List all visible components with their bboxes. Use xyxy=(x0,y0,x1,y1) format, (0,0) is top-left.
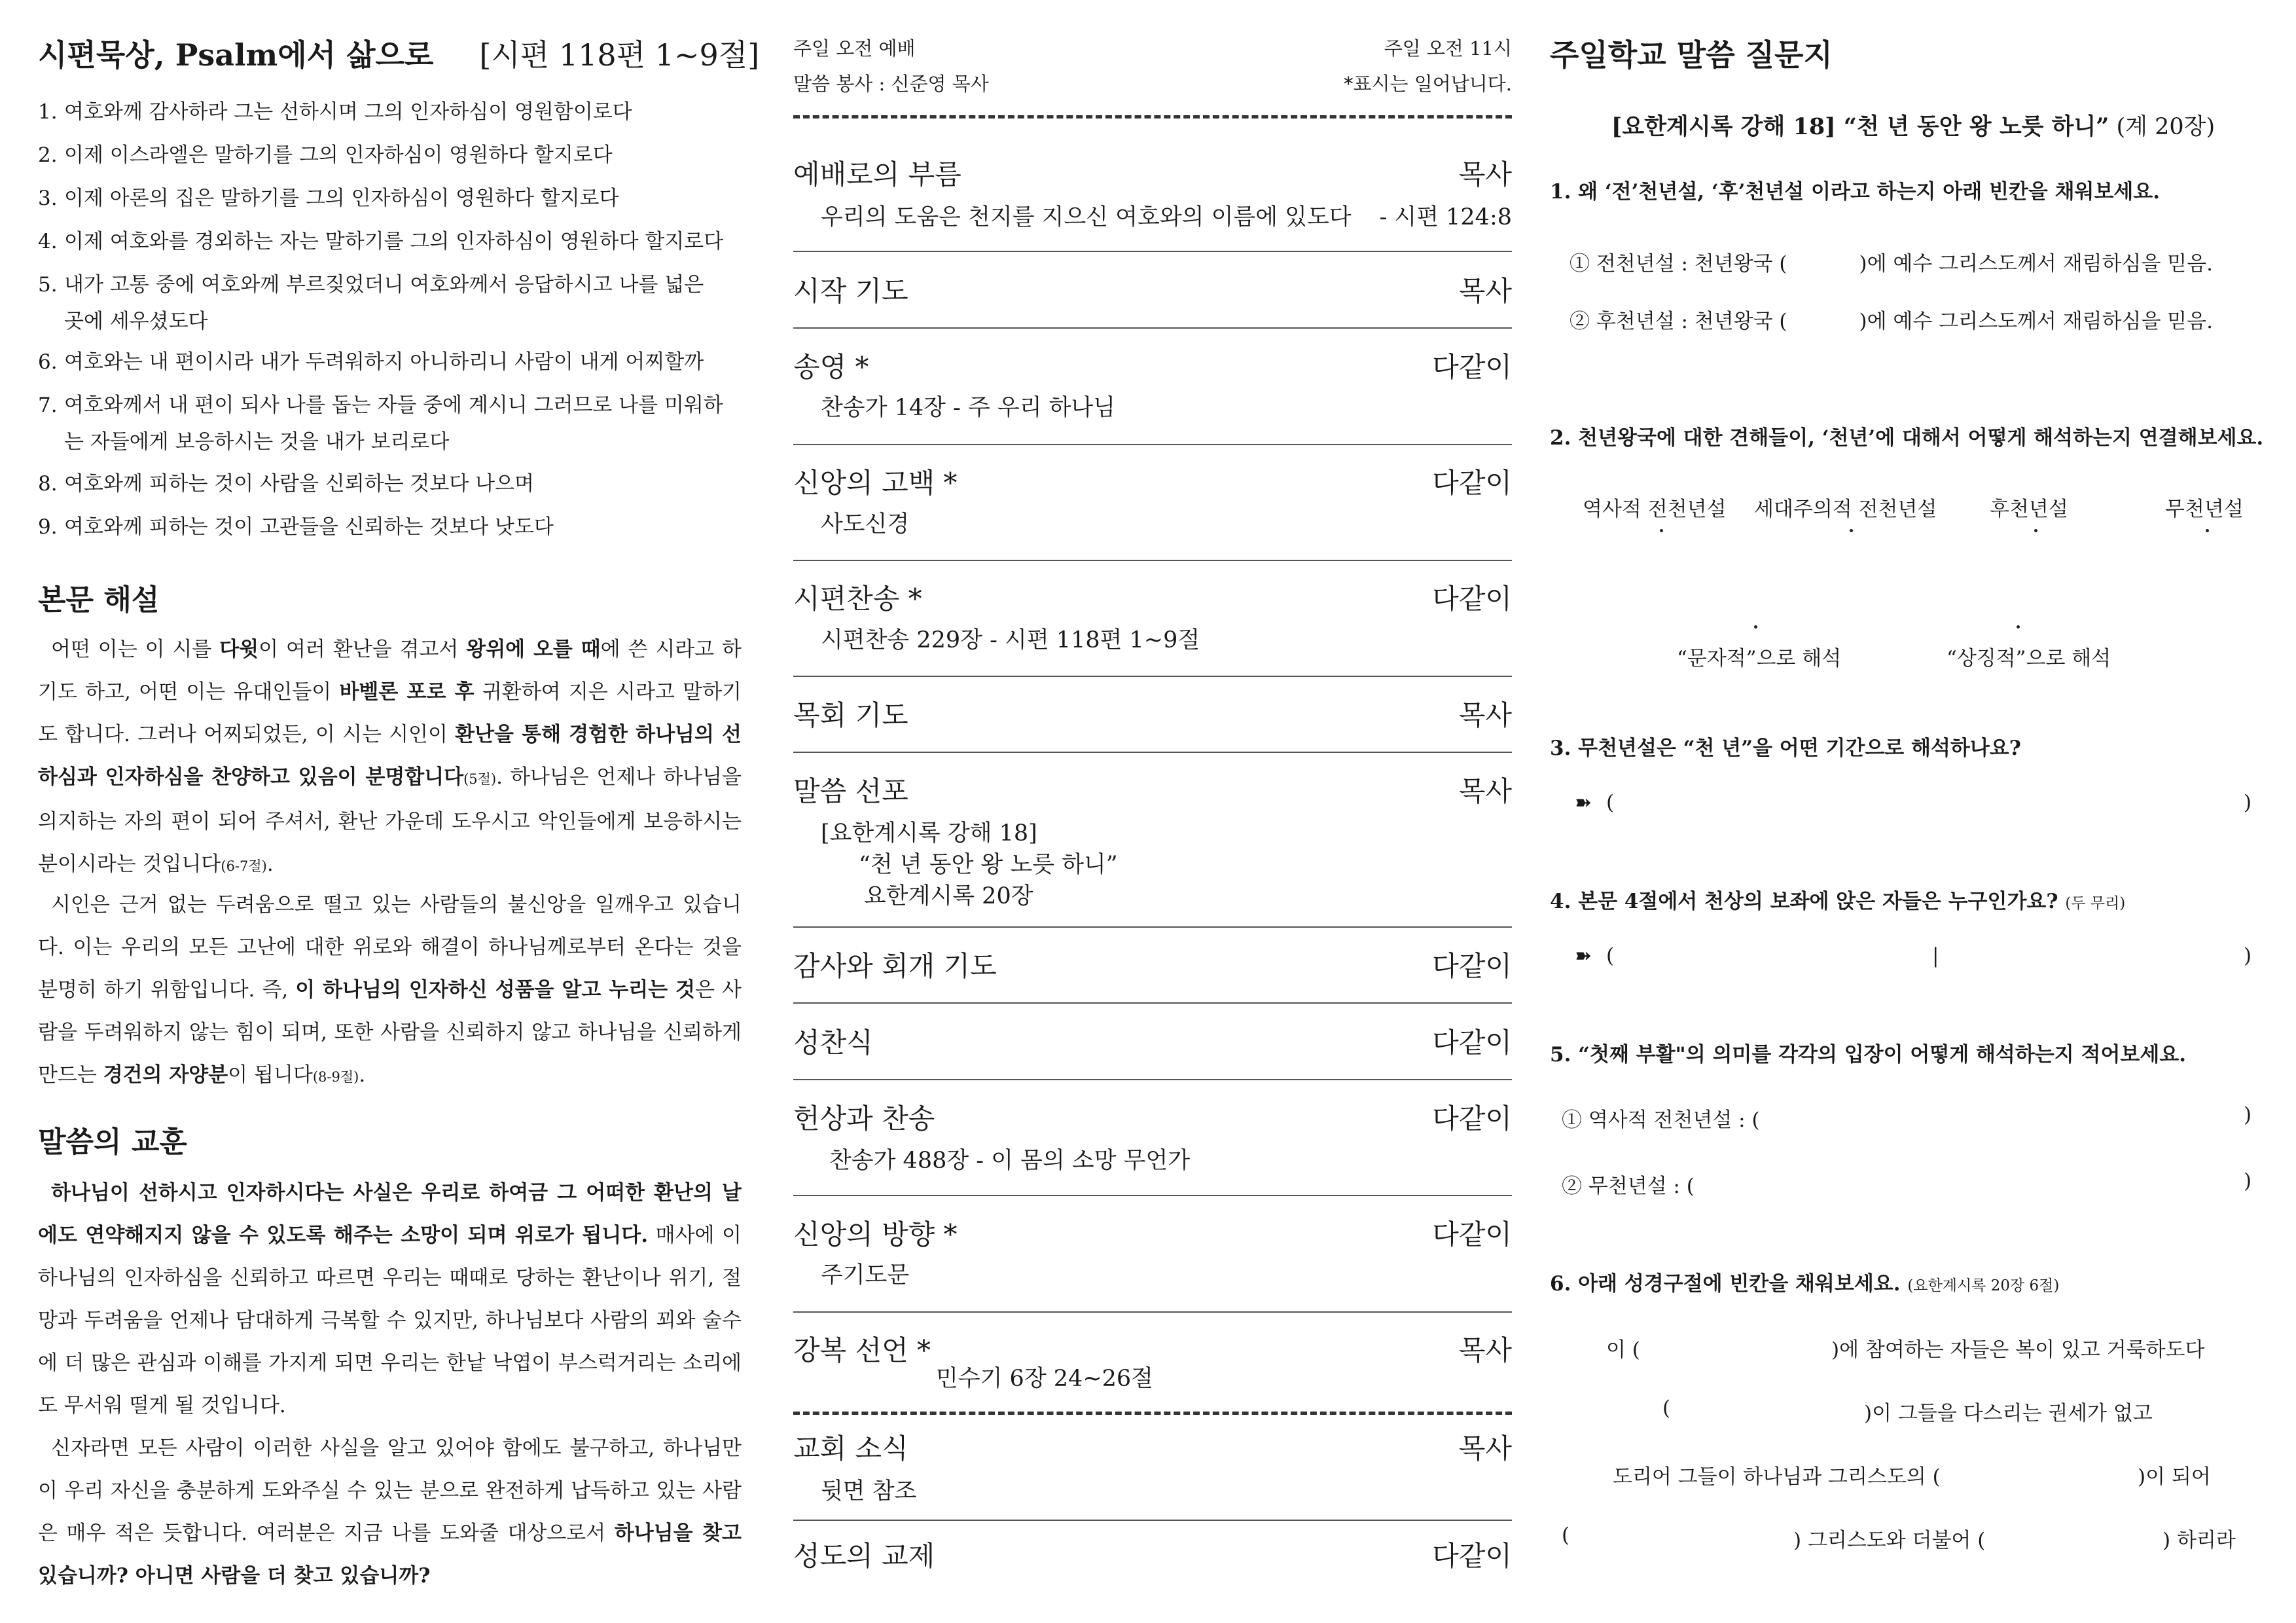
q5-close-paren-2: ) xyxy=(2244,1169,2252,1193)
sunday-school-questionnaire-column xyxy=(1550,0,2276,1623)
q6-line-2-start: ( xyxy=(1662,1396,1671,1420)
view-dispensational-premillennial: 세대주의적 전천년설 xyxy=(1754,498,1937,521)
item-lords-prayer: 주기도문 xyxy=(821,1262,910,1288)
q6-line-4-middle: ) 그리스도와 더불어 ( xyxy=(1793,1529,1986,1552)
q6-line-4-start: ( xyxy=(1562,1523,1570,1547)
item-pastoral-prayer-leader: 목사 xyxy=(1458,699,1512,731)
psalm-meditation-column xyxy=(38,0,760,1623)
verse-7: 7. 여호와께서 내 편이 되사 나를 돕는 자들 중에 계시니 그러므로 나를 미워하 는 자들에게 보응하시는 것을 내가 보리로다 xyxy=(38,393,723,454)
psalm-reference: [시편 118편 1~9절] xyxy=(479,37,760,73)
interpretation-literal: “문자적”으로 해석 xyxy=(1677,647,1842,670)
verse-2: 2. 이제 이스라엘은 말하기를 그의 인자하심이 영원하다 할지로다 xyxy=(38,143,613,167)
item-psalm-singing: 시편찬송 * xyxy=(793,583,922,615)
connect-dot[interactable] xyxy=(2034,529,2037,532)
item-call-to-worship-ref: - 시편 124:8 xyxy=(1379,204,1512,230)
item-sermon-series: [요한계시록 강해 18] xyxy=(821,820,1037,847)
connect-dot[interactable] xyxy=(2206,529,2209,532)
announcements-dashed-divider xyxy=(793,1412,1512,1415)
item-communion: 성찬식 xyxy=(793,1027,873,1059)
commentary-paragraph-2: 시인은 근거 없는 두려움으로 떨고 있는 사람들의 불신앙을 일깨우고 있습니다. 이는 우리의 모든 고난에 대한 위로와 해결이 하나님께로부터 온다는 것을 분명히 하기 위함입니다. 즉, 이 하나님의 인자하신 성품을 알고 누리는 것은 사람을 두려워하지 않는 힘이 되며, 또한 사람을 신뢰하지 않고 하나님을 신뢰하게 만드는 경건의 자양분이 됩니다(8-9절). xyxy=(38,893,742,1087)
question-6: 6. 아래 성경구절에 빈칸을 채워보세요. (요한계시록 20장 6절) xyxy=(1550,1272,2060,1296)
divider xyxy=(793,1079,1512,1080)
connect-dot[interactable] xyxy=(1754,625,1757,629)
verse-4: 4. 이제 여호와를 경외하는 자는 말하기를 그의 인자하심이 영원하다 할지로다 xyxy=(38,230,724,253)
verse-3: 3. 이제 아론의 집은 말하기를 그의 인자하심이 영원하다 할지로다 xyxy=(38,187,619,210)
connect-dot[interactable] xyxy=(1660,529,1663,532)
order-of-worship-column xyxy=(793,0,1512,1623)
preacher: 말씀 봉사 : 신준영 목사 xyxy=(793,73,989,95)
item-church-news-leader: 목사 xyxy=(1458,1432,1512,1465)
verse-1: 1. 여호와께 감사하라 그는 선하시며 그의 인자하심이 영원함이로다 xyxy=(38,100,632,124)
question-2: 2. 천년왕국에 대한 견해들이, ‘천년’에 대해서 어떻게 해석하는지 연결해보세요. xyxy=(1550,426,2264,450)
divider xyxy=(793,327,1512,329)
commentary-heading: 본문 해설 xyxy=(38,583,160,617)
divider xyxy=(793,444,1512,445)
item-thanks-repentance-prayer: 감사와 회개 기도 xyxy=(793,950,997,982)
q5-historic-premillennial: ① 역사적 전천년설 : ( xyxy=(1562,1108,1760,1132)
q6-line-3-start: 도리어 그들이 하나님과 그리스도의 ( xyxy=(1613,1465,1941,1489)
q3-arrow-icon: ➽ xyxy=(1575,791,1592,814)
verse-6: 6. 여호와는 내 편이시라 내가 두려워하지 아니하리니 사람이 내게 어찌할까 xyxy=(38,350,704,374)
interpretation-symbolic: “상징적”으로 해석 xyxy=(1946,647,2111,670)
view-postmillennial: 후천년설 xyxy=(1990,498,2068,521)
item-psalm-singing-detail: 시편찬송 229장 - 시편 118편 1~9절 xyxy=(821,627,1200,653)
q6-line-1-start: 이 ( xyxy=(1606,1338,1640,1362)
item-sermon-title: “천 년 동안 왕 노릇 하니” xyxy=(859,852,1118,878)
item-communion-leader: 다같이 xyxy=(1432,1027,1512,1059)
item-opening-prayer-leader: 목사 xyxy=(1458,275,1512,307)
questionnaire-title: 주일학교 말씀 질문지 xyxy=(1550,37,1833,73)
item-direction-of-faith: 신앙의 방향 * xyxy=(793,1218,958,1250)
item-offering-hymn-leader: 다같이 xyxy=(1432,1103,1512,1135)
q6-line-2-end: )이 그들을 다스리는 권세가 없고 xyxy=(1864,1402,2153,1425)
q4-close-paren: ) xyxy=(2244,944,2252,968)
item-fellowship-leader: 다같이 xyxy=(1432,1540,1512,1572)
item-church-news-detail: 뒷면 참조 xyxy=(821,1478,917,1504)
q1-postmillennial: ② 후천년설 : 천년왕국 ( )에 예수 그리스도께서 재림하심을 믿음. xyxy=(1570,310,2214,333)
item-doxology: 송영 * xyxy=(793,351,869,383)
connect-dot[interactable] xyxy=(1850,529,1853,532)
question-4: 4. 본문 4절에서 천상의 보좌에 앉은 자들은 누구인가요? (두 무리) xyxy=(1550,890,2126,913)
divider xyxy=(793,752,1512,753)
divider xyxy=(793,560,1512,561)
q5-amillennial: ② 무천년설 : ( xyxy=(1562,1175,1695,1198)
header-dashed-divider xyxy=(793,115,1512,119)
q5-close-paren-1: ) xyxy=(2244,1103,2252,1127)
q6-line-3-end: )이 되어 xyxy=(2138,1465,2211,1489)
item-offering-hymn-detail: 찬송가 488장 - 이 몸의 소망 무언가 xyxy=(829,1148,1191,1174)
q4-arrow-icon: ➽ xyxy=(1575,944,1592,968)
item-psalm-singing-leader: 다같이 xyxy=(1432,583,1512,615)
item-offering-hymn: 헌상과 찬송 xyxy=(793,1103,935,1135)
q4-divider: | xyxy=(1932,944,1939,968)
lesson-paragraph-2: 신자라면 모든 사람이 이러한 사실을 알고 있어야 함에도 불구하고, 하나님만이 우리 자신을 충분하게 도와주실 수 있는 분으로 완전하게 납득하고 있는 사람은 매우 적은 듯합니다. 여러분은 지금 나를 도와줄 대상으로서 하나님을 찾고 있습니까? 아니면 사람을 더 찾고 있습니까? xyxy=(38,1436,742,1588)
item-church-news: 교회 소식 xyxy=(793,1432,908,1465)
view-amillennial: 무천년설 xyxy=(2165,498,2244,521)
item-sermon-leader: 목사 xyxy=(1458,775,1512,807)
item-confession-of-faith-leader: 다같이 xyxy=(1432,467,1512,499)
item-call-to-worship: 예배로의 부름 xyxy=(793,158,961,191)
questionnaire-subtitle: [요한계시록 강해 18] “천 년 동안 왕 노릇 하니” (계 20장) xyxy=(1611,113,2215,140)
q3-open-paren: ( xyxy=(1606,791,1615,814)
divider xyxy=(793,926,1512,928)
item-benediction: 강복 선언 * xyxy=(793,1334,931,1366)
verse-9: 9. 여호와께 피하는 것이 고관들을 신뢰하는 것보다 낫도다 xyxy=(38,515,554,539)
item-direction-of-faith-leader: 다같이 xyxy=(1432,1218,1512,1250)
verse-8: 8. 여호와께 피하는 것이 사람을 신뢰하는 것보다 나으며 xyxy=(38,472,534,496)
item-sermon-text: 요한계시록 20장 xyxy=(864,883,1033,909)
item-confession-creed: 사도신경 xyxy=(821,511,910,538)
item-fellowship: 성도의 교제 xyxy=(793,1540,935,1572)
q6-line-4-end: ) 하리라 xyxy=(2162,1529,2236,1552)
question-5: 5. “첫째 부활"의 의미를 각각의 입장이 어떻게 해석하는지 적어보세요. xyxy=(1550,1043,2187,1067)
q1-premillennial: ① 전천년설 : 천년왕국 ( )에 예수 그리스도께서 재림하심을 믿음. xyxy=(1570,252,2214,276)
q3-close-paren: ) xyxy=(2244,791,2252,814)
q4-open-paren: ( xyxy=(1606,944,1615,968)
divider xyxy=(793,676,1512,677)
commentary-paragraph-1: 어떤 이는 이 시를 다윗이 여러 환난을 겪고서 왕위에 오를 때에 쓴 시라고 하기도 하고, 어떤 이는 유대인들이 바벨론 포로 후 귀환하여 지은 시라고 말하기도 합니다. 그러나 어찌되었든, 이 시는 시인이 환난을 통해 경험한 하나님의 선하심과 인자하심을 찬양하고 있음이 분명합니다(5절). 하나님은 언제나 하나님을 의지하는 자의 편이 되어 주셔서, 환난 가운데 도우시고 악인들에게 보응하시는 분이시라는 것입니다(6-7절). xyxy=(38,638,742,876)
q6-line-1-end: )에 참여하는 자들은 복이 있고 거룩하도다 xyxy=(1831,1338,2205,1362)
lesson-heading: 말씀의 교훈 xyxy=(38,1125,187,1159)
item-doxology-leader: 다같이 xyxy=(1432,351,1512,383)
divider xyxy=(793,1520,1512,1521)
question-3: 3. 무천년설은 “천 년”을 어떤 기간으로 해석하나요? xyxy=(1550,737,2021,760)
divider xyxy=(793,251,1512,252)
psalm-title-text: 시편묵상, Psalm에서 삶으로 xyxy=(38,37,434,73)
divider xyxy=(793,1311,1512,1313)
lesson-paragraph-1: 하나님이 선하시고 인자하시다는 사실은 우리로 하여금 그 어떠한 환난의 날에도 연약해지지 않을 수 있도록 해주는 소망이 되며 위로가 됩니다. 매사에 이 하나님의 인자하심을 신뢰하고 따르면 우리는 때때로 당하는 환난이나 위기, 절망과 두려움을 언제나 담대하게 극복할 수 있지만, 하나님보다 사람의 꾀와 술수에 더 많은 관심과 이해를 가지게 되면 우리는 한낱 낙엽이 부스럭거리는 소리에도 무서워 떨게 될 것입니다. xyxy=(38,1181,742,1417)
verse-5: 5. 내가 고통 중에 여호와께 부르짖었더니 여호와께서 응답하시고 나를 넓은 곳에 세우셨도다 xyxy=(38,273,704,333)
item-benediction-text: 민수기 6장 24~26절 xyxy=(936,1366,1153,1392)
item-call-to-worship-leader: 목사 xyxy=(1458,158,1512,191)
divider xyxy=(793,1195,1512,1196)
service-time: 주일 오전 11시 xyxy=(1384,37,1512,60)
question-1: 1. 왜 ‘전’천년설, ‘후’천년설 이라고 하는지 아래 빈칸을 채워보세요. xyxy=(1550,180,2161,204)
item-sermon: 말씀 선포 xyxy=(793,775,908,807)
psalm-title xyxy=(38,31,759,75)
item-thanks-repentance-leader: 다같이 xyxy=(1432,950,1512,982)
item-opening-prayer: 시작 기도 xyxy=(793,275,908,307)
item-benediction-leader: 목사 xyxy=(1458,1334,1512,1366)
item-doxology-hymn: 찬송가 14장 - 주 우리 하나님 xyxy=(821,395,1116,421)
service-name: 주일 오전 예배 xyxy=(793,37,916,60)
stand-note: *표시는 일어납니다. xyxy=(1343,73,1512,95)
divider xyxy=(793,1002,1512,1004)
item-confession-of-faith: 신앙의 고백 * xyxy=(793,467,958,499)
item-call-to-worship-verse: 우리의 도움은 천지를 지으신 여호와의 이름에 있도다 xyxy=(821,204,1352,230)
connect-dot[interactable] xyxy=(2017,625,2020,629)
view-historic-premillennial: 역사적 전천년설 xyxy=(1583,498,1727,521)
item-pastoral-prayer: 목회 기도 xyxy=(793,699,908,731)
